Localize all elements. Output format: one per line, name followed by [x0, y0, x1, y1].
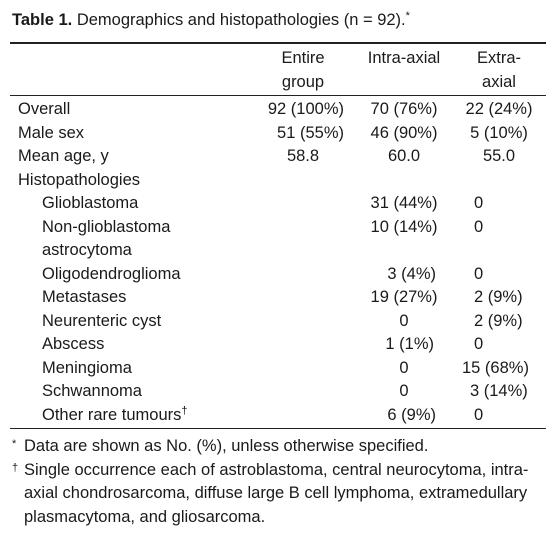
cell-entire: [250, 380, 356, 404]
caption-mark: *: [405, 10, 410, 22]
cell-extra: 3 (14%): [470, 382, 528, 400]
cell-extra: 0: [474, 194, 484, 212]
row-label: Meningioma: [42, 358, 132, 377]
caption-text: Demographics and histopathologies (n = 92).: [76, 11, 406, 29]
cell-intra: 60.0: [387, 147, 421, 165]
cell-intra: [356, 169, 452, 193]
cell-extra: 22 (24%): [465, 100, 533, 118]
cell-entire: 51 (55%): [277, 123, 344, 142]
demographics-table: [10, 44, 546, 95]
cell-intra: 46 (90%): [370, 123, 438, 142]
row-label: Histopathologies: [18, 170, 140, 189]
row-label: Metastases: [42, 288, 127, 306]
header-intra-axial: Intra-axial: [367, 49, 441, 67]
cell-intra: 19 (27%): [370, 288, 438, 306]
cell-entire: [250, 333, 356, 357]
row-label: Abscess: [42, 335, 105, 353]
row-label: Glioblastoma: [42, 194, 139, 212]
table-figure: [10, 0, 546, 529]
cell-extra: 0: [474, 405, 484, 424]
cell-intra: 3 (4%): [387, 264, 436, 283]
table-row: [10, 145, 546, 169]
table-row: [10, 263, 546, 287]
row-label: Mean age, y: [18, 147, 109, 165]
table-row: [10, 357, 546, 381]
table-footnotes: [10, 429, 546, 529]
cell-entire: [250, 404, 356, 429]
header-extra-axial: Extra- axial: [476, 49, 521, 91]
row-label: Male sex: [18, 123, 85, 142]
cell-intra: 0: [399, 382, 409, 400]
cell-intra: 70 (76%): [370, 100, 438, 118]
table-row: [10, 96, 546, 122]
table-row: [10, 310, 546, 334]
footnote-mark: †: [12, 461, 19, 474]
row-footnote-mark: †: [181, 404, 188, 417]
cell-intra: 31 (44%): [370, 194, 438, 212]
demographics-table-body: [10, 96, 546, 428]
table-row: [10, 333, 546, 357]
footnote: [10, 459, 546, 530]
cell-entire: 58.8: [286, 147, 320, 165]
cell-entire: [250, 310, 356, 334]
footnote-mark: *: [12, 438, 17, 450]
cell-extra: 5 (10%): [470, 123, 528, 142]
cell-entire: [250, 169, 356, 193]
table-row: [10, 404, 546, 429]
cell-entire: [250, 263, 356, 287]
cell-extra: 0: [474, 335, 484, 353]
table-row: [10, 286, 546, 310]
cell-intra: 10 (14%): [370, 217, 438, 236]
cell-entire: [250, 192, 356, 216]
footnote-text: Single occurrence each of astroblastoma, central neurocytoma, intra-axial chondrosarcoma, diffuse large B cell lymphoma, extramedullary plasmacytoma, and gliosarcoma.: [24, 460, 529, 526]
cell-extra: 0: [474, 217, 484, 236]
cell-entire: [250, 357, 356, 381]
cell-extra: 55.0: [482, 147, 516, 165]
cell-extra: [452, 169, 546, 193]
cell-extra: 2 (9%): [474, 311, 523, 330]
cell-entire: [250, 216, 356, 263]
header-entire-group: Entire group: [281, 49, 325, 91]
table-row: [10, 216, 546, 263]
cell-extra: 2 (9%): [474, 288, 523, 306]
header-row: [10, 44, 546, 95]
row-label: Other rare tumours†: [42, 404, 188, 424]
footnote-text: Data are shown as No. (%), unless otherwise specified.: [24, 437, 429, 455]
caption-label: Table 1.: [12, 11, 73, 29]
table-row: [10, 169, 546, 193]
cell-entire: 92 (100%): [267, 100, 344, 118]
row-label: Neurenteric cyst: [42, 311, 162, 330]
row-label: Overall: [18, 100, 71, 118]
row-label: Non-glioblastoma astrocytoma: [42, 217, 171, 259]
cell-entire: [250, 286, 356, 310]
cell-extra: 15 (68%): [462, 358, 529, 377]
row-label: Oligodendroglioma: [42, 264, 181, 283]
cell-intra: 1 (1%): [385, 335, 434, 353]
header-blank: [10, 44, 250, 95]
footnote: [10, 435, 546, 459]
cell-extra: 0: [474, 264, 484, 283]
cell-intra: 0: [399, 358, 409, 377]
table-row: [10, 380, 546, 404]
table-row: [10, 122, 546, 146]
cell-intra: 0: [399, 311, 409, 330]
table-caption: [10, 0, 546, 36]
table-row: [10, 192, 546, 216]
row-label: Schwannoma: [42, 382, 142, 400]
cell-intra: 6 (9%): [387, 405, 436, 424]
